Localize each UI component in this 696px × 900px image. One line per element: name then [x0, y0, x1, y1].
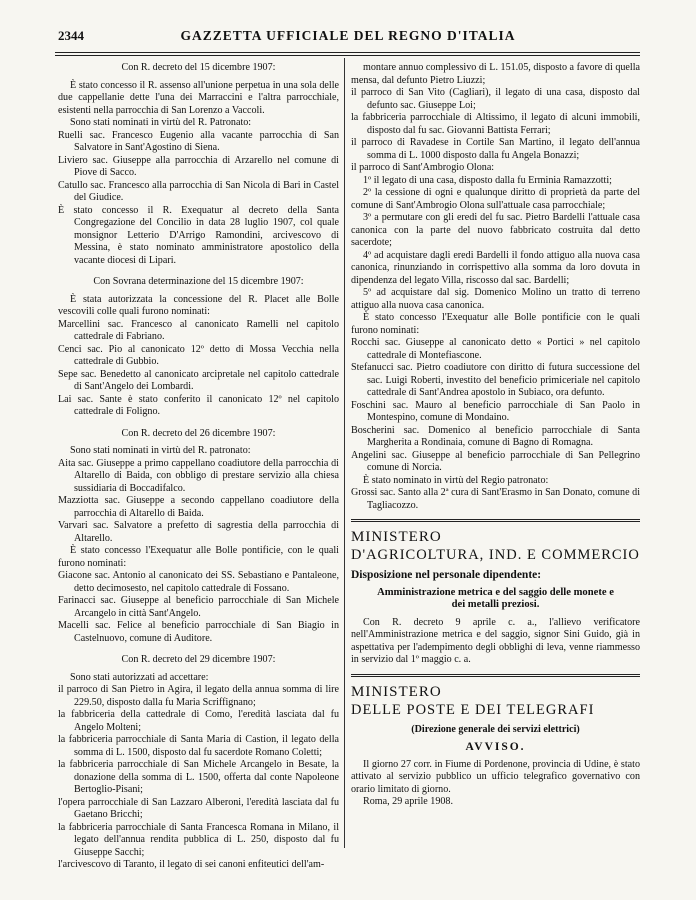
administration-subheading: Amministrazione metrica e del saggio delle monete e dei metalli preziosi.: [377, 586, 614, 610]
paragraph: Con Sovrana determinazione del 15 dicembre 1907:: [93, 276, 304, 287]
gazette-title: GAZZETTA UFFICIALE DEL REGNO D'ITALIA: [180, 28, 516, 43]
paragraph: Sono stati autorizzati ad accettare:: [70, 671, 209, 683]
paragraph: la fabbriceria parrocchiale di Santa Francesca Romana in Milano, il legato dell'annua rendita pubblica di L. 250, disposto dal fu Giuseppe Sacchi;: [58, 821, 339, 858]
paragraph: la fabbriceria parrocchiale di San Michele Arcangelo in Besate, la donazione della somma di L. 1500, offerta dal conte Napoleone Bertoglio-Pisani;: [58, 759, 339, 795]
paragraph: Stefanucci sac. Pietro coadiutore con diritto di futura successione del sac. Luigi Roberti, investito del beneficio primiceriale nel capitolo cattedrale di Sant'Andrea apostolo in Subiaco, ora defunto.: [351, 362, 640, 398]
paragraph: Sono stati nominati in virtù del R. Patronato:: [70, 117, 252, 128]
section-divider: [351, 519, 640, 522]
paragraph: Aita sac. Giuseppe a primo cappellano coadiutore della parrocchia di Altarello di Baida, con obbligo di prestare servizio alla chiesa sussidiaria di Boccadifalco.: [58, 457, 339, 494]
paragraph: Ruelli sac. Francesco Eugenio alla vacante parrocchia di San Salvatore in Sant'Agostino di Siena.: [58, 129, 339, 153]
header-rule: [55, 52, 640, 53]
paragraph: il parroco di Sant'Ambrogio Olona:: [351, 162, 495, 173]
ministry-agriculture-title: MINISTERO: [351, 529, 442, 545]
paragraph: Marcellini sac. Francesco al canonicato Ramelli nel capitolo cattedrale di Fabriano.: [58, 318, 339, 342]
paragraph: il parroco di San Pietro in Agira, il legato della annua somma di lire 229.50, disposto dalla fu Maria Scriffignano;: [58, 684, 339, 708]
paragraph: È stato concesso l'Exequatur alle Bolle pontificie, con le quali furono nominati:: [58, 545, 339, 569]
ministry-posts-subtitle: DELLE POSTE E DEI TELEGRAFI: [351, 701, 595, 718]
paragraph: l'opera parrocchiale di San Lazzaro Alberoni, l'eredità lasciata dal fu Gaetano Bricchi;: [58, 796, 339, 820]
paragraph: Mazziotta sac. Giuseppe a secondo cappellano coadiutore della parrocchia di Altarello di Baida.: [58, 495, 339, 519]
paragraph: il parroco di San Vito (Cagliari), il legato di una casa, disposto dal defunto sac. Giuseppe Loi;: [351, 87, 640, 111]
paragraph: Varvari sac. Salvatore a prefetto di sagrestia della parrocchia di Altarello.: [58, 520, 339, 544]
paragraph: Catullo sac. Francesco alla parrocchia di San Nicola di Bari in Castel del Giudice.: [58, 179, 339, 203]
paragraph: la fabbriceria parrocchiale di Altissimo, il legato di alcuni immobili, disposto dal fu sac. Giovanni Battista Ferrari;: [351, 112, 640, 136]
section-divider: [351, 674, 640, 677]
paragraph: Macelli sac. Felice al beneficio parrocchiale di San Biagio in Castelnuovo, comune di Auditore.: [58, 620, 339, 644]
paragraph: Angelini sac. Giuseppe al beneficio parrocchiale di San Pellegrino comune di Norcia.: [351, 449, 640, 473]
paragraph: l'arcivescovo di Taranto, il legato di sei canoni enfiteutici dell'am-: [58, 859, 325, 870]
paragraph: Giacone sac. Antonio al canonicato dei SS. Sebastiano e Pantaleone, detto decimosesto, nel capitolo cattedrale di Fossano.: [58, 570, 339, 594]
right-column-notices: [351, 62, 640, 512]
paragraph: Foschini sac. Mauro al beneficio parrocchiale di San Paolo in Montespino, comune di Mondaino.: [351, 399, 640, 423]
notice-paragraph: Il giorno 27 corr. in Fiume di Pordenone, provincia di Udine, è stato attivato al servizio pubblico un ufficio telegrafico governativo con orario limitato di giorno.: [351, 758, 640, 795]
paragraph: Liviero sac. Giuseppe alla parrocchia di Arzarello nel comune di Piove di Sacco.: [58, 154, 339, 178]
paragraph: È stato nominato in virtù del Regio patronato:: [363, 474, 549, 486]
paragraph: Sono stati nominati in virtù del R. patronato:: [70, 445, 251, 456]
paragraph: Grossi sac. Santo alla 2ª cura di Sant'Erasmo in San Donato, comune di Tagliacozzo.: [351, 487, 640, 511]
paragraph: È stato concesso il R. assenso all'unione perpetua in una sola delle due cappellanie dette l'una dei Marraccini e l'altra parrocchiale, esistenti nella parrocchia di San Lorenzo a Vaccoli.: [58, 79, 339, 116]
paragraph: È stato concesso il R. Exequatur al decreto della Santa Congregazione del Concilio in data 28 luglio 1907, col quale monsignor Letterio D'Arrigo Ramondini, arcivescovo di Messina, è stato nominato amministratore apostolico della vacante diocesi di Lipari.: [58, 204, 339, 266]
paragraph: È stato concesso l'Exequatur alle Bolle pontificie con le quali furono nominati:: [351, 312, 640, 336]
paragraph: Boscherini sac. Domenico al beneficio parrocchiale di Santa Margherita a Rondinaia, comune di Bagno di Romagna.: [351, 424, 640, 448]
paragraph: Con R. decreto del 26 dicembre 1907:: [121, 427, 276, 439]
page-number: 2344: [58, 28, 84, 43]
paragraph: 4º ad acquistare dagli eredi Bardelli il fondo attiguo alla nuova casa canonica, rinunziando in corrispettivo alla somma da loro dovuta in dipendenza del legato Villa, riscosso dal sac. Bardelli;: [351, 249, 640, 286]
paragraph: Lai sac. Sante è stato conferito il canonicato 12º nel capitolo cattedrale di Foligno.: [58, 393, 339, 417]
notice-title: AVVISO.: [465, 741, 526, 753]
paragraph: Con R. decreto del 15 dicembre 1907:: [121, 62, 276, 73]
paragraph: 2º la cessione di ogni e qualunque diritto di proprietà da parte del comune di Sant'Ambrogio Olona sull'attuale casa parrocchiale;: [351, 187, 640, 211]
direction-subtitle: (Direzione generale dei servizi elettrici): [411, 723, 580, 735]
paragraph: montare annuo complessivo di L. 151.05, disposto a favore di quella mensa, dal defunto Pietro Liuzzi;: [351, 62, 640, 86]
paragraph: Con R. decreto del 29 dicembre 1907:: [121, 654, 276, 665]
ministry-posts-title: MINISTERO: [351, 683, 442, 700]
column-divider: [344, 58, 345, 848]
paragraph: il parroco di Ravadese in Cortile San Martino, il legato dell'annua somma di L. 1000 disposto dalla fu Angela Bonazzi;: [351, 137, 640, 161]
paragraph: 5º ad acquistare dal sig. Domenico Molino un tratto di terreno attiguo alla nuova casa canonica.: [351, 287, 640, 311]
header-rule-secondary: [55, 55, 640, 56]
paragraph: la fabbriceria parrocchiale di Santa Maria di Castion, il legato della somma di L. 1500, disposto dal fu sacerdote Romano Coletti;: [58, 734, 339, 758]
left-column: [58, 62, 339, 872]
paragraph: Sepe sac. Benedetto al canonicato arcipretale nel capitolo cattedrale di Sant'Angelo dei Lombardi.: [58, 368, 339, 392]
paragraph: Rocchi sac. Giuseppe al canonicato detto « Portici » nel capitolo cattedrale di Montefiascone.: [351, 337, 640, 361]
paragraph: Cenci sac. Pio al canonicato 12º detto di Mossa Vecchia nella cattedrale di Gubbio.: [58, 343, 339, 367]
paragraph: la fabbriceria della cattedrale di Como, l'eredità lasciata dal fu Angelo Molteni;: [58, 709, 339, 733]
page-header: [0, 28, 696, 48]
right-column: [351, 62, 640, 809]
personnel-heading: Disposizione nel personale dipendente:: [351, 569, 542, 581]
paragraph: Farinacci sac. Giuseppe al beneficio parrocchiale di San Michele Arcangelo in città Sant'Angelo.: [58, 595, 339, 619]
paragraph: 3º a permutare con gli eredi del fu sac. Pietro Bardelli l'attuale casa canonica con la parte del nuovo fabbricato costruita dal detto sacerdote;: [351, 212, 640, 248]
paragraph: È stata autorizzata la concessione del R. Placet alle Bolle vescovili colle quali furono nominati:: [58, 293, 339, 317]
decree-paragraph: Con R. decreto 9 aprile c. a., l'allievo verificatore nell'Amministrazione metrica e del saggio, signor Sini Guido, già in aspettativa per l'adempimento degli obblighi di leva, venne riammesso in servizio dal 1º maggio c. a.: [351, 616, 640, 665]
notice-date: Roma, 29 aprile 1908.: [363, 796, 453, 807]
ministry-agriculture-subtitle: D'AGRICOLTURA, IND. E COMMERCIO: [351, 547, 640, 563]
paragraph: 1º il legato di una casa, disposto dalla fu Erminia Ramazzotti;: [363, 174, 612, 186]
